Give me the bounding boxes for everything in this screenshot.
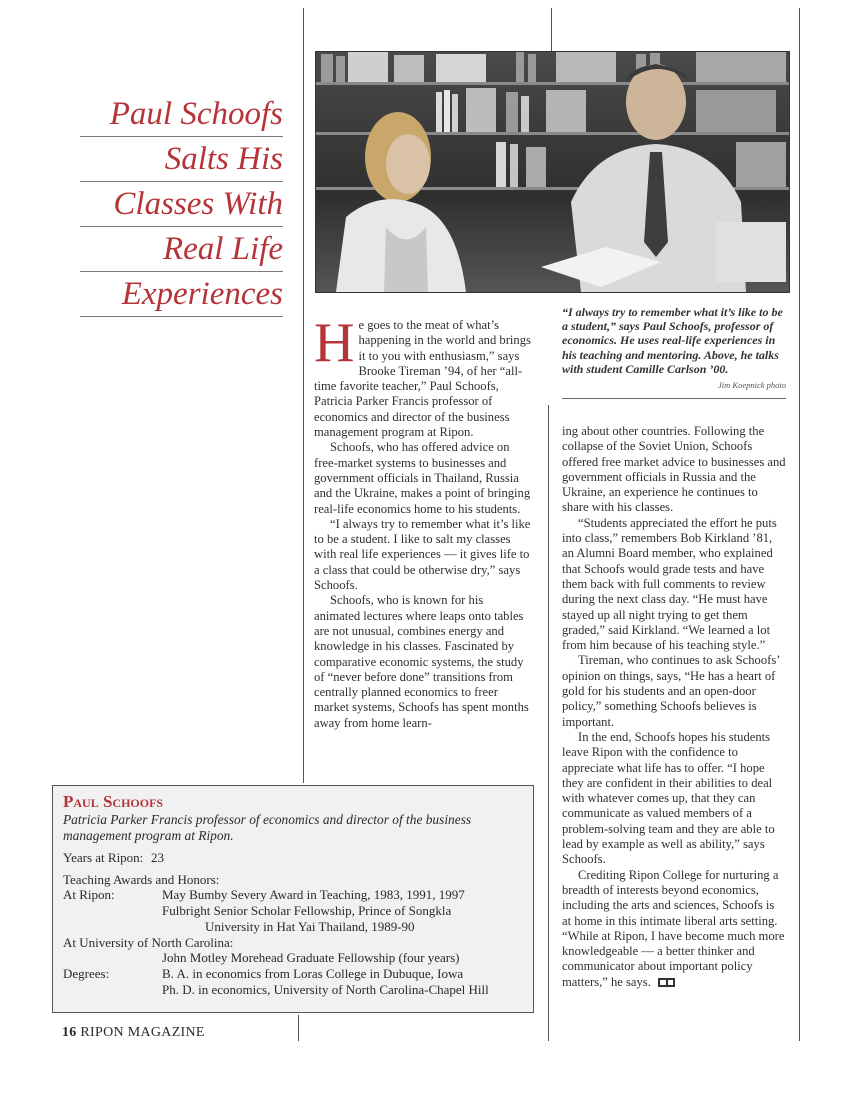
photo-credit: Jim Koepnick photo xyxy=(718,380,786,391)
unc-label: At University of North Carolina: xyxy=(63,934,234,950)
photo-scene xyxy=(316,52,789,292)
page-footer xyxy=(62,1025,205,1041)
degree-1: B. A. in economics from Loras College in Dubuque, Iowa xyxy=(162,965,464,981)
headline-line-3: Classes With xyxy=(80,182,283,227)
headline-line-5: Experiences xyxy=(80,272,283,317)
unc-award: John Motley Morehead Graduate Fellowship (four years) xyxy=(162,950,460,966)
article-paragraph-9 xyxy=(562,868,786,990)
paragraph-1-text: e goes to the meat of what’s happening in the world and brings it to you with enthusiasm,” says Brooke Tireman ’94, of her “all-time favorite teacher,” Paul Schoofs, Patricia Parker Francis professor of economics and director of the business management program at Ripon. xyxy=(314,318,531,440)
article-photo xyxy=(315,51,790,293)
magazine-name: RIPON MAGAZINE xyxy=(80,1025,205,1040)
years-value: 23 xyxy=(151,850,164,865)
award-1: May Bumby Severy Award in Teaching, 1983, 1991, 1997 xyxy=(162,887,465,903)
headline xyxy=(80,92,283,317)
page-number: 16 xyxy=(62,1025,77,1040)
article-paragraph-1 xyxy=(314,312,532,440)
awards-heading: Teaching Awards and Honors: xyxy=(63,871,220,887)
column-rule-right xyxy=(799,8,800,1041)
sidebar-name: Paul Schoofs xyxy=(63,792,164,811)
caption-text: “I always try to remember what it’s like to be a student,” says Paul Schoofs, professor of economics. He uses real-life experiences in his teaching and mentoring. Above, he talks with student Camille Carlson ’00. xyxy=(562,305,783,376)
headline-line-4: Real Life xyxy=(80,227,283,272)
degrees-label: Degrees: xyxy=(63,965,110,981)
article-paragraph-2: Schoofs, who has offered advice on free-market systems to businesses and government officials in Thailand, Russia and the Ukraine, makes a point of bringing real-life economics home to his students. xyxy=(314,440,531,516)
headline-line-2: Salts His xyxy=(80,137,283,182)
end-of-article-icon xyxy=(658,978,675,987)
award-2b: University in Hat Yai Thailand, 1989-90 xyxy=(205,918,415,934)
article-paragraph-7: Tireman, who continues to ask Schoofs’ opinion on things, says, “He has a heart of gold for his students and an open-door policy,” something Schoofs believes is important. xyxy=(562,653,780,729)
article-paragraph-8: In the end, Schoofs hopes his students leave Ripon with the confidence to appreciate what life has to offer. “I hope they are confident in their abilities to deal with whatever comes up, that they can communicate as valued members of a problem-solving team and they are able to lead by example as well as ability,” says Schoofs. xyxy=(562,729,775,867)
article-paragraph-4: Schoofs, who is known for his animated lectures where leaps onto tables are not unusual, combines energy and knowledge in his classes. Fascinated by comparative economic systems, the study of “never before done” transitions from centrally planned economics to freer market systems, Schoofs has spent months away from home learn- xyxy=(314,593,529,730)
degrees-row xyxy=(63,966,523,982)
years-label: Years at Ripon: xyxy=(63,850,144,865)
column-rule-middle-lower xyxy=(548,405,549,1041)
article-paragraph-5: ing about other countries. Following the collapse of the Soviet Union, Schoofs offered free market advice to businesses and government officials in Russia and the Ukraine, an experience he continues to share with his classes. xyxy=(562,424,786,515)
photo-caption xyxy=(562,305,786,399)
article-column-1 xyxy=(314,312,532,731)
at-ripon-label: At Ripon: xyxy=(63,887,115,903)
award-2a: Fulbright Senior Scholar Fellowship, Prince of Songkla xyxy=(162,903,452,919)
sidebar-title: Patricia Parker Francis professor of economics and director of the business management program at Ripon. xyxy=(63,812,472,843)
article-column-2 xyxy=(562,424,786,990)
column-rule-left-lower xyxy=(298,1015,299,1041)
drop-cap: H xyxy=(314,312,355,374)
paragraph-9-text: Crediting Ripon College for nurturing a breadth of interests beyond economics, including the arts and sciences, Schoofs is at home in this intimate liberal arts setting. “While at Ripon, I have become much more knowledgeable — a better thinker and communicator about important policy matters,” he says. xyxy=(562,867,785,989)
headline-line-1: Paul Schoofs xyxy=(80,92,283,137)
article-paragraph-3: “I always try to remember what it’s like to be a student. I like to salt my classes with real life experiences — it gives life to a class that could be otherwise dry,” says Schoofs. xyxy=(314,516,531,593)
profile-sidebar xyxy=(52,785,534,1013)
degree-2: Ph. D. in economics, University of North Carolina-Chapel Hill xyxy=(162,981,489,997)
column-rule-left xyxy=(303,8,304,783)
sidebar-years-row xyxy=(63,850,523,866)
article-paragraph-6: “Students appreciated the effort he puts into class,” remembers Bob Kirkland ’81, an Alumni Board member, who explained that Schoofs would grade tests and have them back with full comments to review during the next class day. “He must have stayed up all night trying to get them graded,” said Kirkland. “We learned a lot from him because of his teaching style.” xyxy=(562,515,777,653)
at-ripon-row xyxy=(63,887,523,903)
